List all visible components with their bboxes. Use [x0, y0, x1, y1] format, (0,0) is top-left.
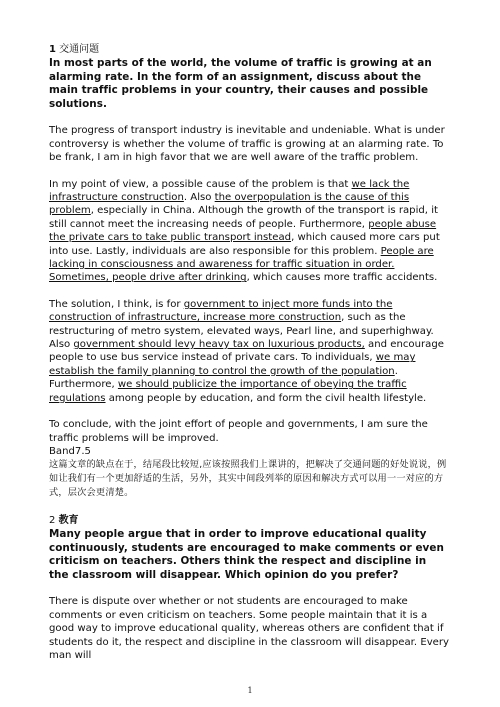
text-run: In my point of view, a possible cause of the problem is that [49, 178, 352, 190]
text-run: , such as the restructuring of metro system, elevated ways, Pearl line, and superhighway. Also [49, 312, 434, 351]
underlined-phrase: government should levy heavy tax on luxurious products, [73, 339, 365, 351]
band-score: Band7.5 [49, 445, 91, 457]
section-1-heading [49, 43, 449, 56]
underlined-phrase: the overpopulation is the cause of this problem [49, 192, 410, 217]
section-1-title: 交通问题 [59, 44, 100, 55]
text-run: . Furthermore, [49, 365, 398, 391]
section-1-paragraph-1: The progress of transport industry is inevitable and undeniable. What is under controversy is whether the volume of traffic is growing at an alarming rate. To be frank, I am in high favor that we are well aware of the traffic problem. [49, 125, 445, 164]
page-number: 1 [247, 686, 253, 695]
section-2-heading [49, 514, 449, 527]
document-body [49, 43, 449, 662]
text-run: , which causes more traffic accidents. [246, 272, 438, 284]
section-1-prompt: In most parts of the world, the volume of traffic is growing at an alarming rate. In the form of an assignment, discuss about the main traffic problems in your country, their causes and possible solutions. [49, 57, 432, 110]
text-run: and encourage people to use bus service instead of private cars. To individuals, [49, 339, 444, 364]
underlined-phrase: we should publicize the importance of obeying the traffic regulations [49, 379, 407, 404]
section-1-paragraph-3 [49, 298, 449, 405]
text-run: . Also [183, 192, 215, 203]
underlined-phrase: we may establish the family planning to control the growth of the population [49, 352, 416, 377]
section-2-prompt: Many people argue that in order to improve educational quality continuously, students are encouraged to make comments or even criticism on teachers. Others think the respect and discipline in the classroom will disappear. Which opinion do you prefer? [49, 527, 444, 581]
underlined-phrase: People are lacking in consciousness and awareness for traffic situation in order. Sometimes, people drive after drinking [49, 245, 434, 284]
section-2-title: 教育 [58, 514, 79, 526]
section-1-paragraph-4: To conclude, with the joint effort of people and governments, I am sure the traffic problems will be improved. [49, 419, 428, 444]
underlined-phrase: government to inject more funds into the construction of infrastructure, increase more construction [49, 298, 393, 324]
section-2-number: 2 [49, 514, 56, 526]
text-run: The solution, I think, is for [49, 298, 184, 310]
section-1-number: 1 [49, 44, 56, 55]
underlined-phrase: we lack the infrastructure construction [49, 178, 410, 203]
text-run: among people by education, and form the civil health lifestyle. [105, 392, 427, 404]
section-2-paragraph-1: There is dispute over whether or not students are encouraged to make comments or even criticism on teachers. Some people maintain that it is a good way to improve educational quality, whereas others are confident that if students do it, the respect and discipline in the classroom will disappear. Every man will [49, 596, 450, 661]
teacher-comment: 这篇文章的缺点在于，结尾段比较短,应该按照我们上课讲的，把解决了交通问题的好处说说，例如让我们有一个更加舒适的生活，另外，其实中间段列举的原因和解决方式可以用一一对应的方式，层次会更清楚。 [49, 458, 447, 498]
text-run: , especially in China. Although the growth of the transport is rapid, it still cannot meet the increasing needs of people. Furthermore, [49, 205, 438, 230]
section-1-paragraph-2 [49, 178, 449, 285]
text-run: , which caused more cars put into use. Lastly, individuals are also responsible for this problem. [49, 232, 440, 257]
underlined-phrase: people abuse the private cars to take public transport instead [49, 218, 437, 244]
